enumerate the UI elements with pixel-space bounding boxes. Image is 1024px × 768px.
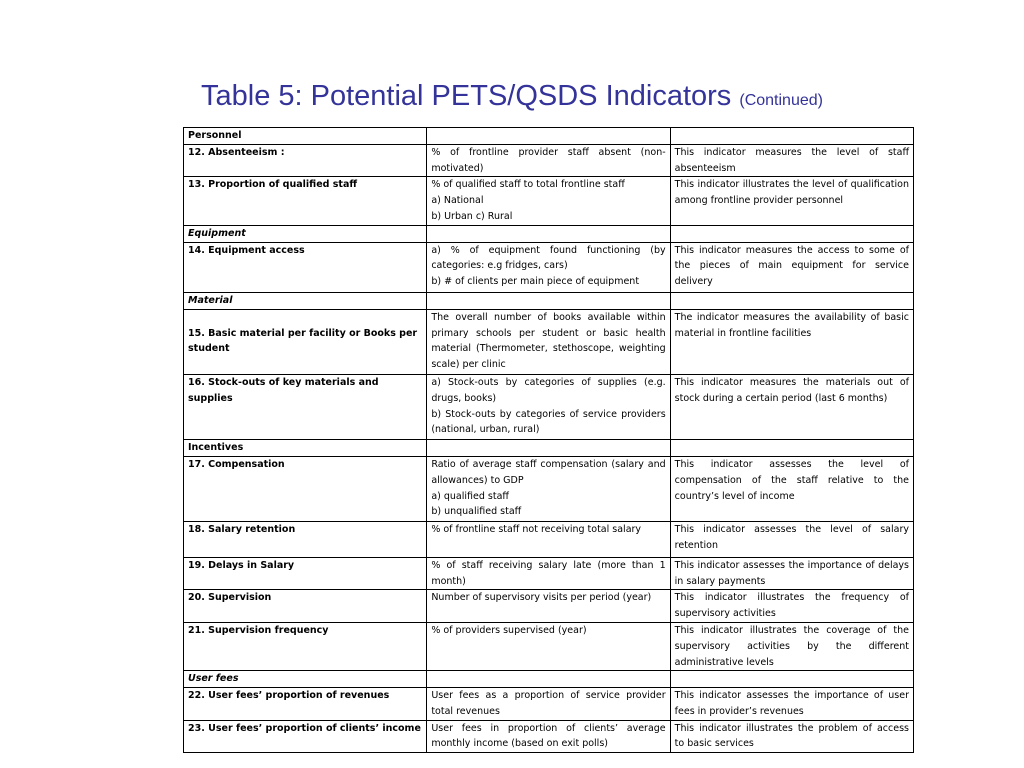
indicator-name: 21. Supervision frequency (184, 622, 427, 670)
section-label: Material (184, 292, 427, 309)
indicator-row (184, 456, 914, 521)
empty-cell (427, 440, 670, 457)
empty-cell (670, 440, 913, 457)
indicator-measure (427, 309, 670, 374)
indicator-name: 17. Compensation (184, 456, 427, 521)
section-row (184, 440, 914, 457)
measure-line: a) National (431, 195, 484, 207)
title-main: Table 5: Potential PETS/QSDS Indicators (201, 80, 732, 112)
indicator-row (184, 622, 914, 670)
measure-line: % of providers supervised (year) (431, 624, 587, 636)
measure-line: b) # of clients per main piece of equipment (431, 276, 640, 288)
indicator-measure (427, 688, 670, 721)
indicator-measure (427, 622, 670, 670)
empty-cell (427, 128, 670, 145)
section-row (184, 128, 914, 145)
indicator-measure (427, 177, 670, 225)
indicator-description: This indicator assesses the importance of delays in salary payments (670, 557, 913, 590)
indicator-row (184, 590, 914, 623)
measure-line: % of qualified staff to total frontline staff (431, 179, 625, 191)
indicator-row (184, 309, 914, 374)
empty-cell (427, 225, 670, 242)
empty-cell (427, 292, 670, 309)
indicator-name: 18. Salary retention (184, 522, 427, 558)
indicator-description: This indicator illustrates the level of qualification among frontline provider personnel (670, 177, 913, 225)
indicator-measure (427, 590, 670, 623)
section-row (184, 225, 914, 242)
page-title (0, 78, 1024, 119)
indicator-measure (427, 242, 670, 292)
measure-line: The overall number of books available within primary schools per student or basic health material (Thermometer, stethoscope, weighting scale) per clinic (431, 311, 666, 371)
indicator-description: This indicator assesses the level of salary retention (670, 522, 913, 558)
empty-cell (670, 292, 913, 309)
measure-line: % of frontline staff not receiving total salary (431, 524, 642, 536)
indicator-row (184, 720, 914, 753)
measure-line: b) unqualified staff (431, 506, 522, 518)
empty-cell (427, 671, 670, 688)
indicator-row (184, 144, 914, 177)
indicator-measure (427, 456, 670, 521)
section-row (184, 671, 914, 688)
indicator-name: 16. Stock-outs of key materials and supplies (184, 374, 427, 439)
measure-line: User fees in proportion of clients’ average monthly income (based on exit polls) (431, 722, 666, 750)
indicator-description: This indicator measures the level of staff absenteeism (670, 144, 913, 177)
indicator-description: This indicator measures the access to some of the pieces of main equipment for service delivery (670, 242, 913, 292)
section-label: Personnel (184, 128, 427, 145)
section-row (184, 292, 914, 309)
indicator-name: 12. Absenteeism : (184, 144, 427, 177)
measure-line: a) qualified staff (431, 490, 509, 502)
indicator-name: 15. Basic material per facility or Books per student (184, 309, 427, 374)
indicator-description: The indicator measures the availability of basic material in frontline facilities (670, 309, 913, 374)
measure-line: % of frontline provider staff absent (non-motivated) (431, 146, 666, 174)
measure-line: User fees as a proportion of service provider total revenues (431, 690, 666, 717)
empty-cell (670, 225, 913, 242)
empty-cell (670, 671, 913, 688)
indicator-description: This indicator illustrates the coverage of the supervisory activities by the different administrative levels (670, 622, 913, 670)
measure-line: b) Stock-outs by categories of service providers (national, urban, rural) (431, 408, 666, 436)
indicator-measure (427, 144, 670, 177)
indicator-name: 14. Equipment access (184, 242, 427, 292)
indicator-measure (427, 720, 670, 753)
indicator-description: This indicator illustrates the problem of access to basic services (670, 720, 913, 753)
indicator-description: This indicator measures the materials out of stock during a certain period (last 6 months) (670, 374, 913, 439)
indicator-row (184, 177, 914, 225)
section-label: Incentives (184, 440, 427, 457)
indicator-description: This indicator assesses the level of compensation of the staff relative to the country’s level of income (670, 456, 913, 521)
indicator-row (184, 557, 914, 590)
title-continued: (Continued) (739, 92, 823, 109)
indicators-table (183, 127, 914, 753)
indicators-table-body (184, 128, 914, 753)
indicator-name: 19. Delays in Salary (184, 557, 427, 590)
measure-line: % of staff receiving salary late (more than 1 month) (431, 559, 666, 587)
measure-line: Ratio of average staff compensation (salary and allowances) to GDP (431, 458, 666, 486)
measure-line: b) Urban c) Rural (431, 210, 513, 222)
measure-line: a) Stock-outs by categories of supplies (e.g. drugs, books) (431, 376, 666, 404)
indicator-name: 23. User fees’ proportion of clients’ income (184, 720, 427, 753)
indicator-name: 22. User fees’ proportion of revenues (184, 688, 427, 721)
empty-cell (670, 128, 913, 145)
indicator-row (184, 242, 914, 292)
indicator-row (184, 374, 914, 439)
indicator-row (184, 688, 914, 721)
measure-line: a) % of equipment found functioning (by categories: e.g fridges, cars) (431, 244, 666, 272)
indicator-measure (427, 522, 670, 558)
indicator-description: This indicator assesses the importance of user fees in provider’s revenues (670, 688, 913, 721)
indicator-name: 20. Supervision (184, 590, 427, 623)
indicator-measure (427, 557, 670, 590)
indicator-description: This indicator illustrates the frequency of supervisory activities (670, 590, 913, 623)
section-label: User fees (184, 671, 427, 688)
section-label: Equipment (184, 225, 427, 242)
indicator-measure (427, 374, 670, 439)
indicator-row (184, 522, 914, 558)
measure-line: Number of supervisory visits per period (year) (431, 592, 652, 604)
indicator-name: 13. Proportion of qualified staff (184, 177, 427, 225)
